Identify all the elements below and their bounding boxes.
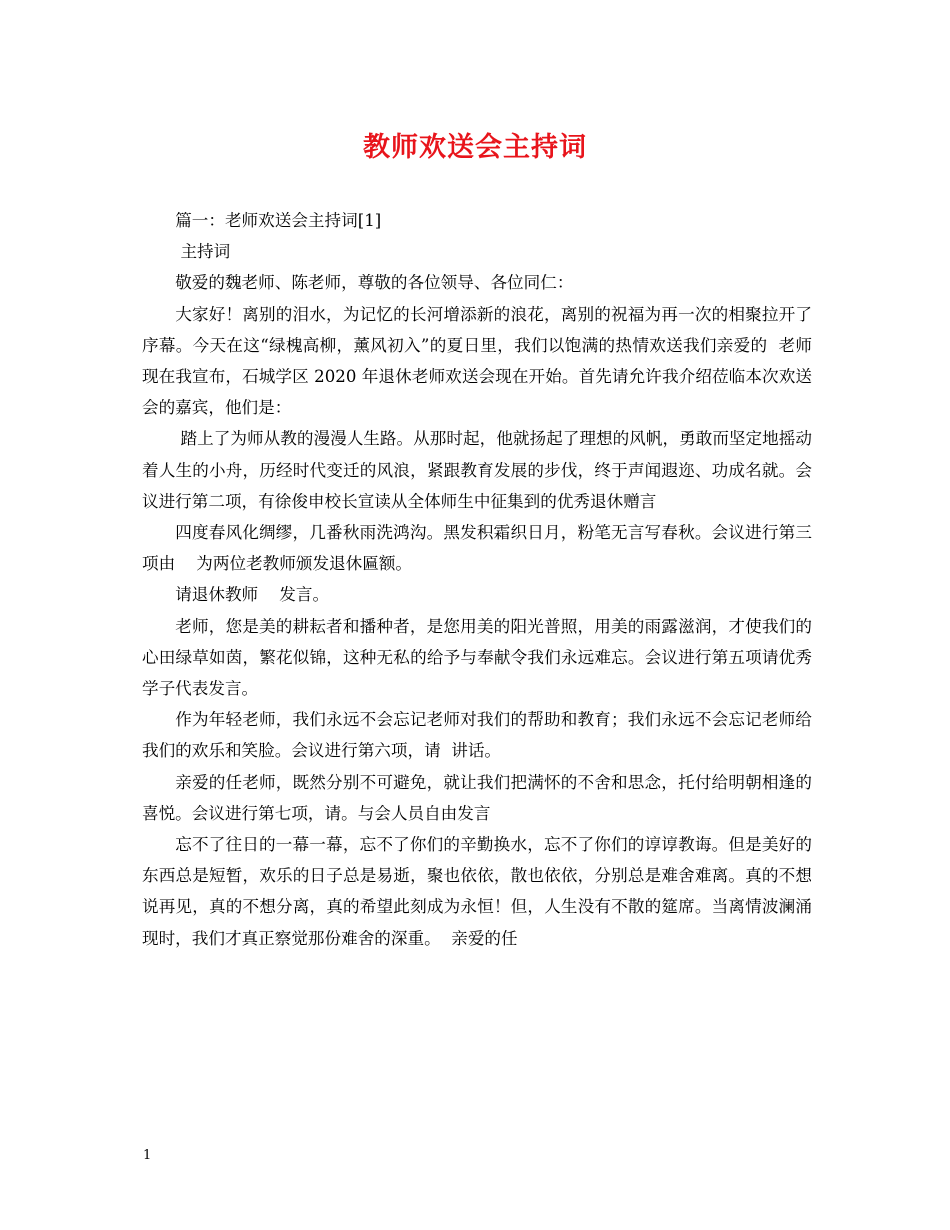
paragraph: 踏上了为师从教的漫漫人生路。从那时起，他就扬起了理想的风帆，勇敢而坚定地摇动着人生的小舟，历经时代变迁的风浪，紧跟教育发展的步伐，终于声闻遐迩、功成名就。会议进行第二项，有徐俊申校长宣读从全体师生中征集到的优秀退休赠言	[142, 429, 813, 511]
paragraph: 亲爱的任老师，既然分别不可避免，就让我们把满怀的不舍和思念，托付给明朝相逢的喜悦。会议进行第七项，请。与会人员自由发言	[142, 772, 812, 823]
paragraph: 忘不了往日的一幕一幕，忘不了你们的辛勤换水，忘不了你们的谆谆教诲。但是美好的东西总是短暂，欢乐的日子总是易逝，聚也依依，散也依依，分别总是难舍难离。真的不想说再见，真的不想分离，真的希望此刻成为永恒！但，人生没有不散的筵席。当离情波澜涌现时，我们才真正察觉那份难舍的深重。 亲爱的任	[142, 835, 812, 948]
page-number: 1	[143, 1148, 152, 1163]
paragraph: 四度春风化绸缪，几番秋雨洗鸿沟。黑发积霜织日月，粉笔无言写春秋。会议进行第三项由 为两位老教师颁发退休匾额。	[142, 523, 812, 574]
paragraph: 大家好！离别的泪水，为记忆的长河增添新的浪花，离别的祝福为再一次的相聚拉开了序幕。今天在这“绿槐高柳，薰风初入”的夏日里，我们以饱满的热情欢送我们亲爱的 老师 现在我宣布，石城学区 2020 年退休老师欢送会现在开始。首先请允许我介绍莅临本次欢送会的嘉宾，他们是：	[142, 304, 834, 418]
page-title: 教师欢送会主持词	[363, 132, 587, 163]
document-body	[142, 205, 834, 954]
paragraph: 作为年轻老师，我们永远不会忘记老师对我们的帮助和教育；我们永远不会忘记老师给我们的欢乐和笑脸。会议进行第六项，请 讲话。	[142, 710, 812, 761]
paragraph: 请退休教师 发言。	[175, 585, 330, 605]
paragraph: 主持词	[175, 242, 231, 262]
paragraph: 敬爱的魏老师、陈老师，尊敬的各位领导、各位同仁：	[175, 273, 574, 293]
section-heading: 篇一：老师欢送会主持词[1]	[175, 211, 382, 230]
paragraph: 老师，您是美的耕耘者和播种者，是您用美的阳光普照，用美的雨露滋润，才使我们的心田绿草如茵，繁花似锦，这种无私的给予与奉献令我们永远难忘。会议进行第五项请优秀学子代表发言。	[142, 616, 812, 699]
